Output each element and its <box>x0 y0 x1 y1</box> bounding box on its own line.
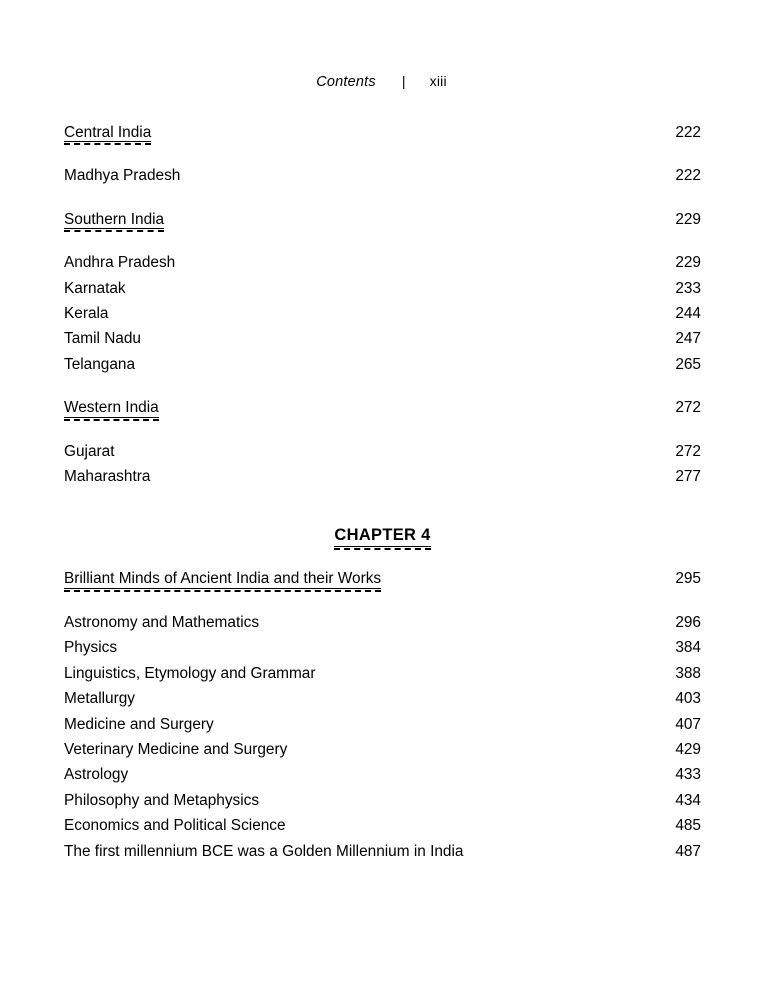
toc-entry-page-number: 244 <box>675 305 701 323</box>
toc-entry-row[interactable] <box>64 306 701 321</box>
toc-entry-list <box>64 125 701 484</box>
toc-entry-row[interactable] <box>64 818 701 833</box>
toc-entry-row[interactable] <box>64 666 701 681</box>
toc-entry-page-number: 265 <box>675 355 701 373</box>
toc-entry-row[interactable] <box>64 281 701 296</box>
toc-entry-page-number: 384 <box>675 639 701 657</box>
toc-entry-page-number: 296 <box>675 613 701 631</box>
toc-section-heading-label: Southern India <box>64 210 165 228</box>
toc-entry-page-number: 222 <box>675 167 701 185</box>
toc-entry-row[interactable] <box>64 742 701 757</box>
toc-entry-row[interactable] <box>64 357 701 372</box>
toc-entry-row[interactable] <box>64 444 701 459</box>
toc-entry-page-number: 407 <box>675 715 701 733</box>
toc-entry-label: The first millennium BCE was a Golden Millennium in India <box>64 842 464 860</box>
toc-entry-label: Telangana <box>64 355 136 373</box>
toc-entry-row[interactable] <box>64 255 701 270</box>
toc-body <box>64 125 701 859</box>
toc-entry-label: Linguistics, Etymology and Grammar <box>64 664 316 682</box>
toc-entry-label: Metallurgy <box>64 690 135 708</box>
toc-entry-page-number: 485 <box>675 817 701 835</box>
toc-entry-label: Astrology <box>64 766 129 784</box>
running-head <box>0 73 763 90</box>
running-head-folio: xiii <box>429 73 447 89</box>
toc-entry-page-number: 403 <box>675 690 701 708</box>
toc-entry-label: Physics <box>64 639 118 657</box>
toc-entry-label: Tamil Nadu <box>64 330 141 348</box>
toc-entry-row[interactable] <box>64 331 701 346</box>
toc-entry-label: Kerala <box>64 305 109 323</box>
toc-entry-label: Veterinary Medicine and Surgery <box>64 740 288 758</box>
toc-entry-row[interactable] <box>64 717 701 732</box>
toc-entry-page-number: 272 <box>675 442 701 460</box>
toc-entry-page-number: 247 <box>675 330 701 348</box>
toc-entry-row[interactable] <box>64 168 701 183</box>
toc-entry-row[interactable] <box>64 640 701 655</box>
toc-entry-page-number: 388 <box>675 664 701 682</box>
chapter-title-row[interactable] <box>64 571 701 588</box>
toc-section-heading-row[interactable] <box>64 125 701 142</box>
toc-entry-label: Madhya Pradesh <box>64 167 181 185</box>
toc-section-heading-label: Western India <box>64 399 159 417</box>
chapter-heading-text: CHAPTER 4 <box>334 526 430 547</box>
toc-entry-label: Medicine and Surgery <box>64 715 214 733</box>
toc-section-heading-row[interactable] <box>64 212 701 229</box>
toc-entry-row[interactable] <box>64 767 701 782</box>
chapter-entry-list <box>64 615 701 859</box>
toc-entry-row[interactable] <box>64 469 701 484</box>
toc-entry-page-number: 233 <box>675 279 701 297</box>
toc-entry-page-number: 222 <box>675 124 701 141</box>
toc-entry-label: Andhra Pradesh <box>64 254 176 272</box>
toc-entry-page-number: 429 <box>675 740 701 758</box>
chapter-title-label: Brilliant Minds of Ancient India and their Works <box>64 570 382 588</box>
running-head-label: Contents <box>316 74 376 90</box>
toc-entry-label: Karnatak <box>64 279 126 297</box>
toc-entry-page-number: 229 <box>675 254 701 272</box>
toc-entry-page-number: 229 <box>675 210 701 228</box>
chapter-heading <box>64 526 701 547</box>
chapter-title-page: 295 <box>675 570 701 588</box>
toc-entry-row[interactable] <box>64 844 701 859</box>
toc-entry-row[interactable] <box>64 793 701 808</box>
toc-entry-row[interactable] <box>64 615 701 630</box>
toc-section-heading-row[interactable] <box>64 400 701 417</box>
toc-entry-page-number: 272 <box>675 399 701 417</box>
toc-entry-label: Philosophy and Metaphysics <box>64 791 260 809</box>
toc-entry-label: Gujarat <box>64 442 115 460</box>
toc-entry-row[interactable] <box>64 691 701 706</box>
toc-entry-page-number: 277 <box>675 468 701 486</box>
toc-entry-label: Astronomy and Mathematics <box>64 613 260 631</box>
toc-entry-page-number: 487 <box>675 842 701 860</box>
toc-entry-label: Economics and Political Science <box>64 817 286 835</box>
toc-entry-page-number: 434 <box>675 791 701 809</box>
toc-section-heading-label: Central India <box>64 124 152 141</box>
toc-entry-page-number: 433 <box>675 766 701 784</box>
toc-entry-label: Maharashtra <box>64 468 151 486</box>
running-head-separator: | <box>401 73 406 89</box>
